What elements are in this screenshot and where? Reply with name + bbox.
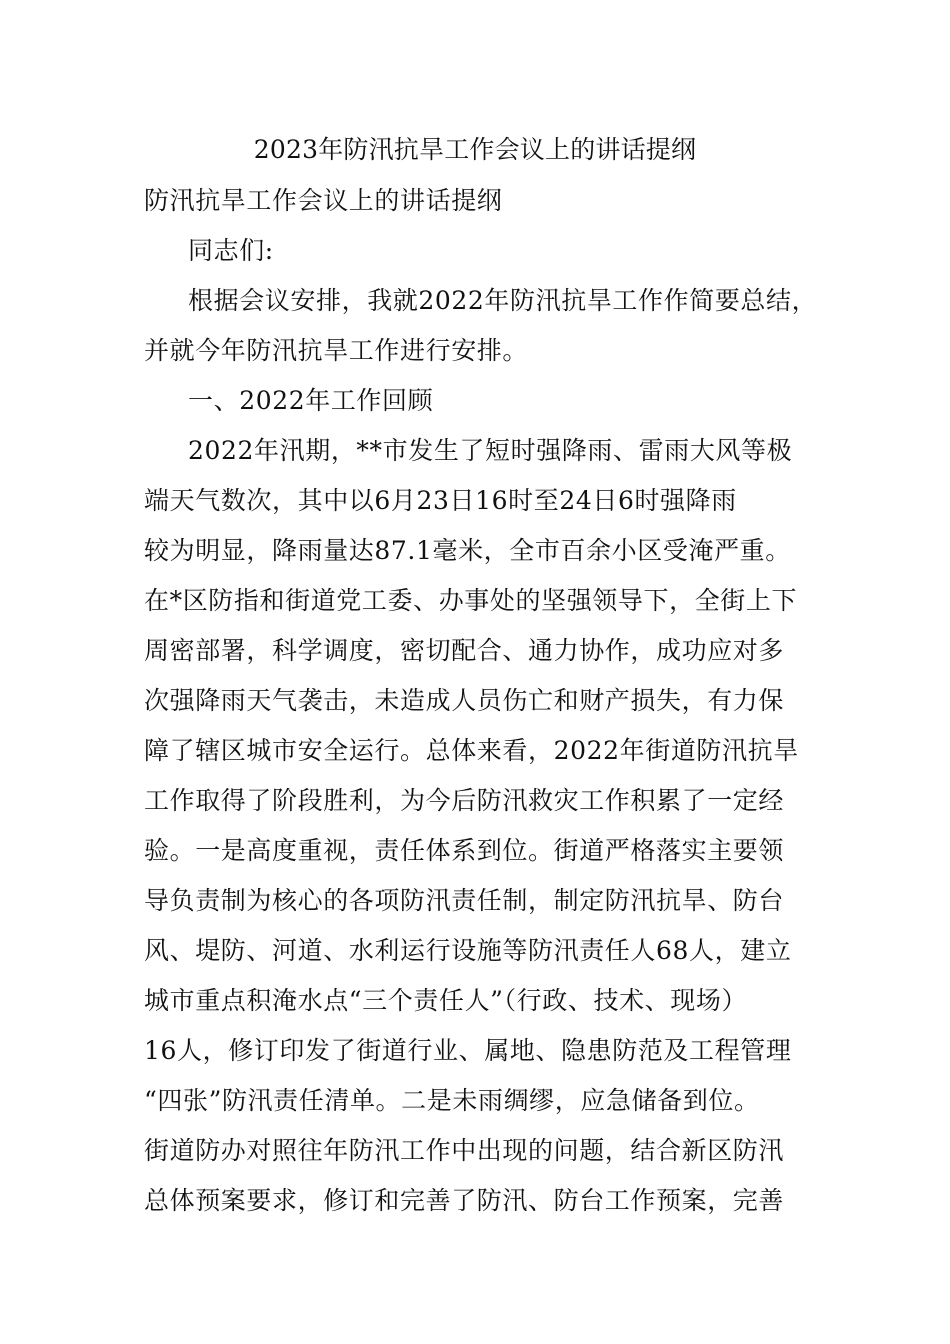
body-line: 验。一是高度重视，责任体系到位。街道严格落实主要领 [144,836,785,865]
body-line: “四张”防汛责任清单。二是未雨绸缪，应急储备到位。 [144,1086,760,1115]
body-line: 周密部署，科学调度，密切配合、通力协作，成功应对多 [144,636,785,665]
greeting: 同志们: [188,236,274,265]
body-line: 导负责制为核心的各项防汛责任制，制定防汛抗旱、防台 [144,886,785,915]
document-subtitle: 防汛抗旱工作会议上的讲话提纲 [144,186,503,215]
section-heading: 一、2022年工作回顾 [188,386,434,415]
body-line: 2022年汛期，**市发生了短时强降雨、雷雨大风等极 [188,436,793,465]
body-line: 障了辖区城市安全运行。总体来看，2022年街道防汛抗旱 [144,736,799,765]
body-line: 城市重点积淹水点“三个责任人”（行政、技术、现场） [144,986,748,1015]
body-line: 风、堤防、河道、水利运行设施等防汛责任人68人，建立 [144,936,792,965]
body-line: 次强降雨天气袭击，未造成人员伤亡和财产损失，有力保 [144,686,785,715]
body-line: 较为明显，降雨量达87.1毫米，全市百余小区受淹严重。 [144,536,791,565]
document-title: 2023年防汛抗旱工作会议上的讲话提纲 [253,135,697,164]
body-line: 16人，修订印发了街道行业、属地、隐患防范及工程管理 [144,1036,792,1065]
intro-line: 根据会议安排，我就2022年防汛抗旱工作作简要总结， [188,286,818,315]
intro-line: 并就今年防汛抗旱工作进行安排。 [144,336,529,365]
body-line: 在*区防指和街道党工委、办事处的坚强领导下，全街上下 [144,586,798,615]
body-line: 总体预案要求，修订和完善了防汛、防台工作预案，完善 [144,1186,785,1215]
body-line: 端天气数次，其中以6月23日16时至24日6时强降雨 [144,486,737,515]
body-line: 工作取得了阶段胜利，为今后防汛救灾工作积累了一定经 [144,786,785,815]
body-line: 街道防办对照往年防汛工作中出现的问题，结合新区防汛 [144,1136,785,1165]
